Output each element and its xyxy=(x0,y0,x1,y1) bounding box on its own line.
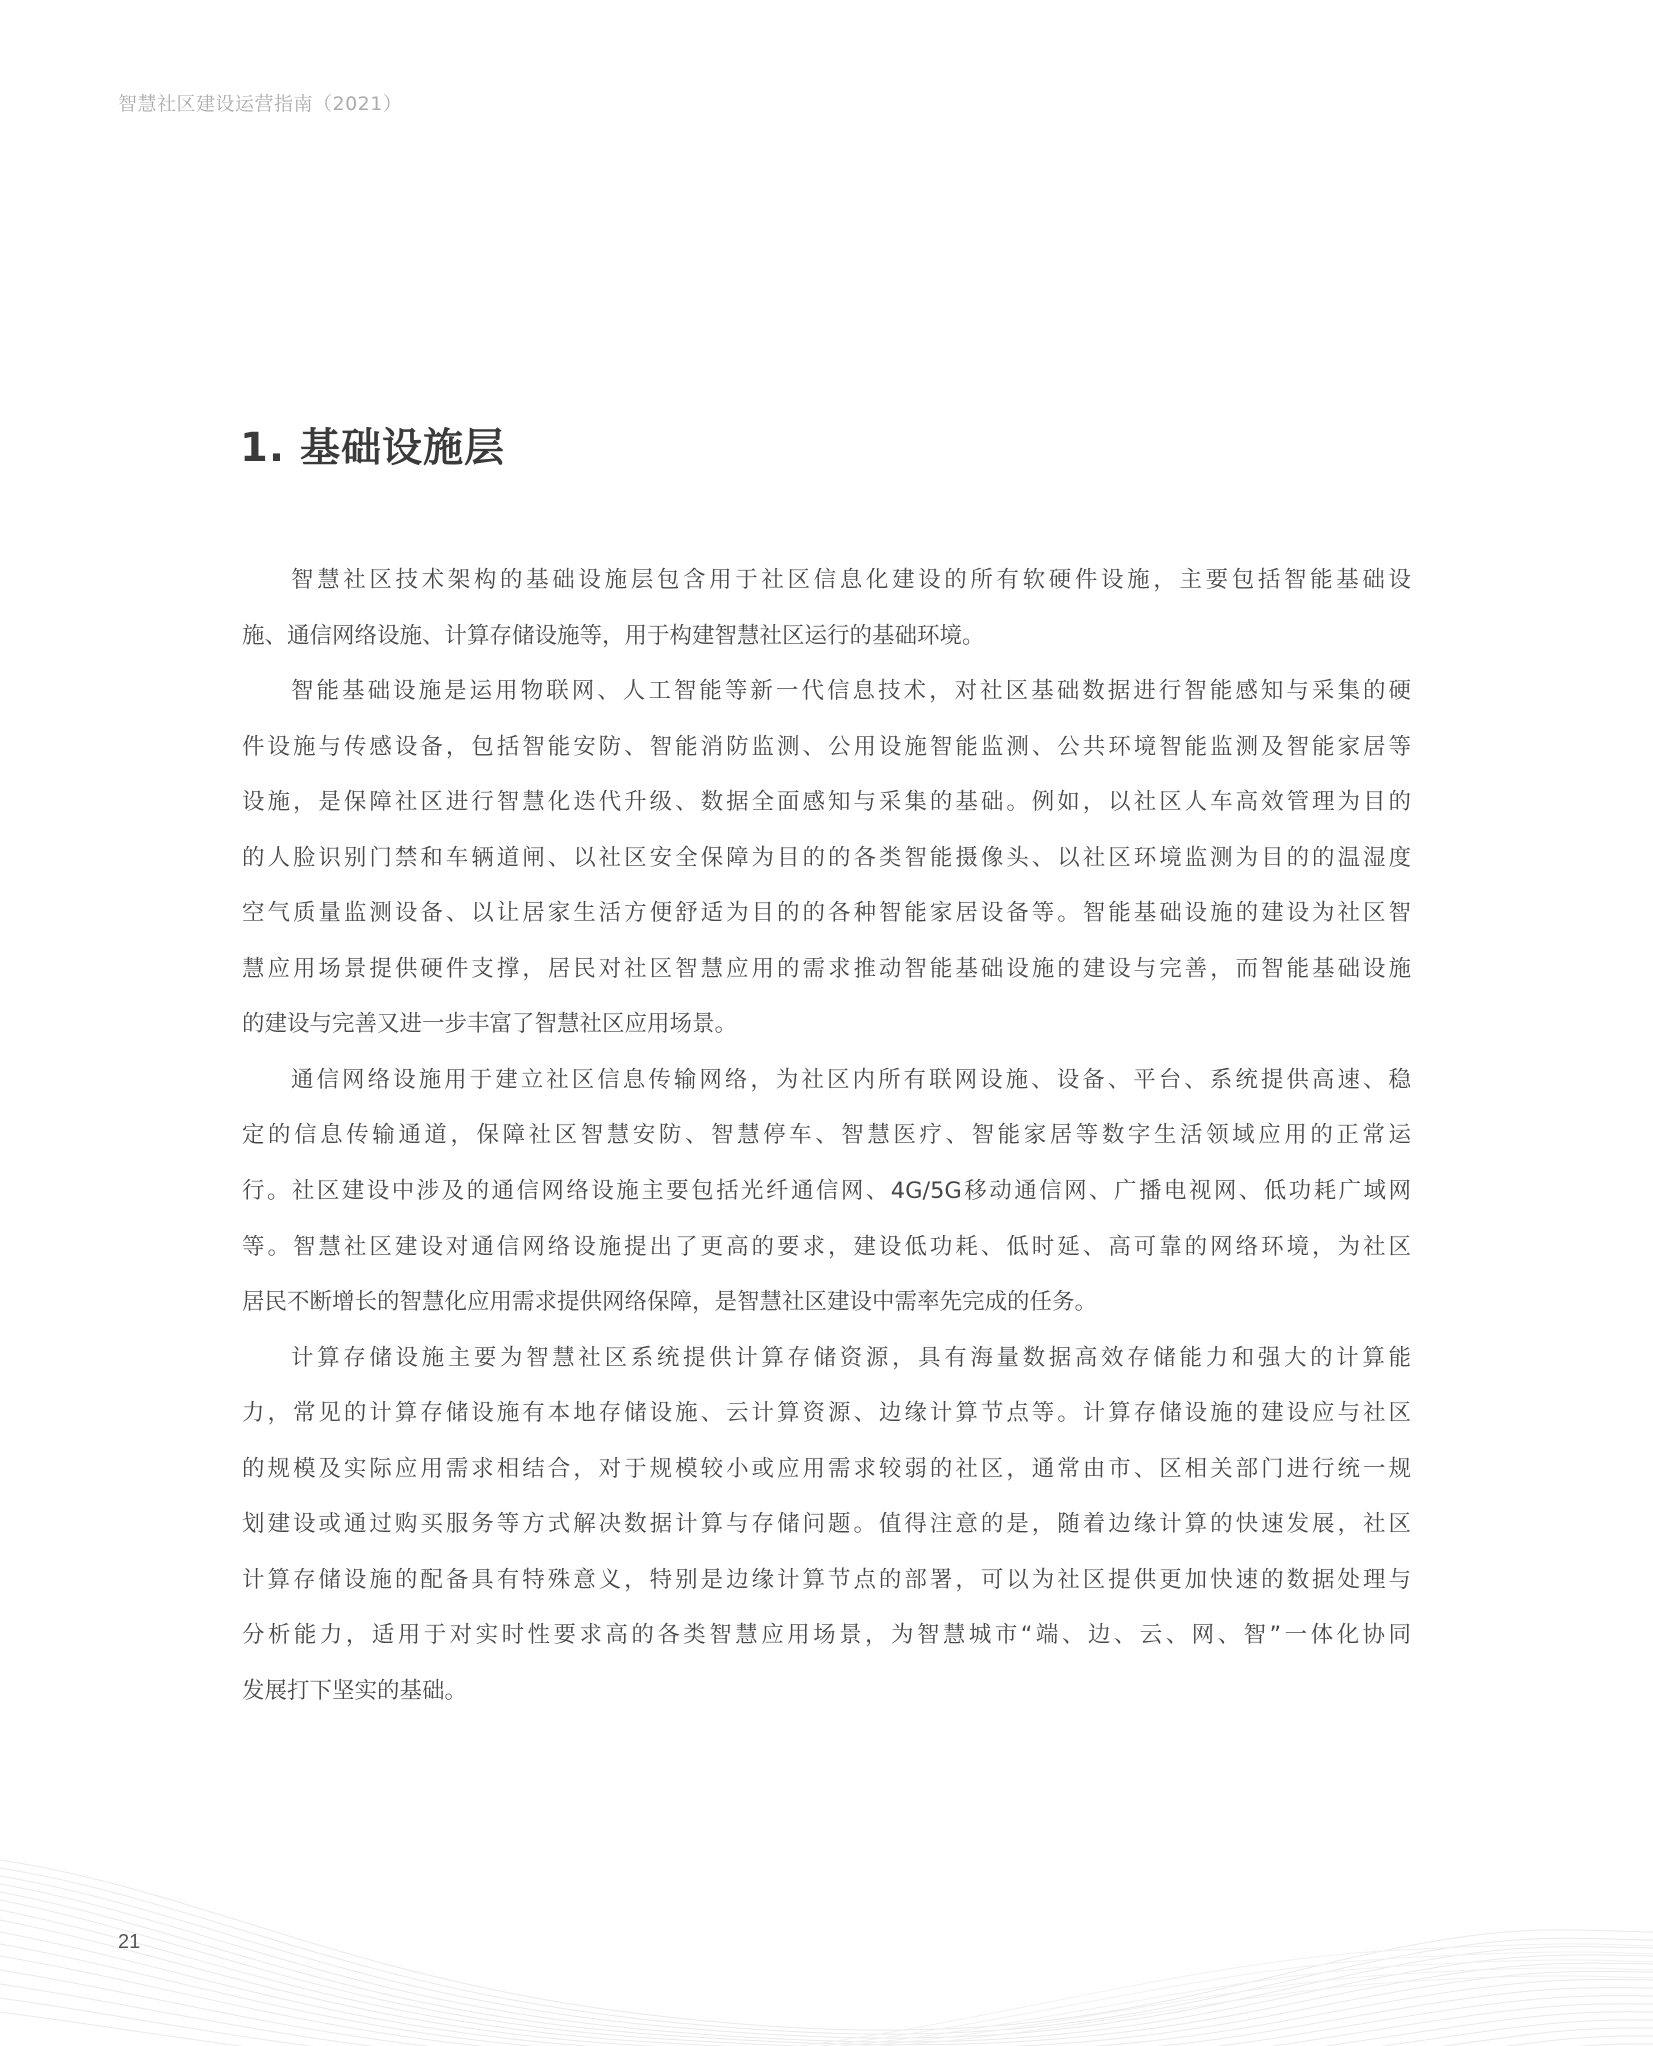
paragraph-infrastructure-overview xyxy=(242,553,1411,664)
text-line: 居民不断增长的智慧化应用需求提供网络保障，是智慧社区建设中需率先完成的任务。 xyxy=(242,1289,1098,1316)
text-line: 设施，是保障社区进行智慧化迭代升级、数据全面感知与采集的基础。例如，以社区人车高效管理为目的 xyxy=(242,789,1411,816)
text-line: 空气质量监测设备、以让居家生活方便舒适为目的的各种智能家居设备等。智能基础设施的建设为社区智 xyxy=(242,900,1411,927)
text-line: 力，常见的计算存储设施有本地存储设施、云计算资源、边缘计算节点等。计算存储设施的建设应与社区 xyxy=(242,1400,1411,1427)
text-line: 计算存储设施的配备具有特殊意义，特别是边缘计算节点的部署，可以为社区提供更加快速的数据处理与 xyxy=(242,1566,1411,1593)
text-line: 慧应用场景提供硬件支撑，居民对社区智慧应用的需求推动智能基础设施的建设与完善，而智能基础设施 xyxy=(242,955,1411,982)
text-line: 智能基础设施是运用物联网、人工智能等新一代信息技术，对社区基础数据进行智能感知与采集的硬 xyxy=(291,678,1411,705)
text-line: 划建设或通过购买服务等方式解决数据计算与存储问题。值得注意的是，随着边缘计算的快速发展，社区 xyxy=(242,1511,1411,1538)
text-line: 的人脸识别门禁和车辆道闸、以社区安全保障为目的的各类智能摄像头、以社区环境监测为目的的温湿度 xyxy=(242,844,1411,871)
text-line: 施、通信网络设施、计算存储设施等，用于构建智慧社区运行的基础环境。 xyxy=(242,622,985,649)
paragraph-smart-infrastructure xyxy=(242,664,1411,1053)
running-header: 智慧社区建设运营指南（2021） xyxy=(118,93,403,115)
text-line: 智慧社区技术架构的基础设施层包含用于社区信息化建设的所有软硬件设施，主要包括智能基础设 xyxy=(291,567,1411,593)
text-line: 发展打下坚实的基础。 xyxy=(242,1677,468,1704)
paragraph-compute-storage xyxy=(242,1331,1411,1720)
text-line: 通信网络设施用于建立社区信息传输网络，为社区内所有联网设施、设备、平台、系统提供高速、稳 xyxy=(291,1066,1411,1093)
decorative-wave-background xyxy=(0,1820,1653,2046)
text-line: 定的信息传输通道，保障社区智慧安防、智慧停车、智慧医疗、智能家居等数字生活领域应用的正常运 xyxy=(242,1122,1411,1149)
text-line: 行。社区建设中涉及的通信网络设施主要包括光纤通信网、4G/5G移动通信网、广播电视网、低功耗广域网 xyxy=(242,1178,1411,1205)
text-line: 的建设与完善又进一步丰富了智慧社区应用场景。 xyxy=(242,1011,738,1038)
paragraph-communication-network xyxy=(242,1053,1411,1331)
text-line: 分析能力，适用于对实时性要求高的各类智慧应用场景，为智慧城市“端、边、云、网、智”一体化协同 xyxy=(242,1622,1411,1649)
text-line: 件设施与传感设备，包括智能安防、智能消防监测、公用设施智能监测、公共环境智能监测及智能家居等 xyxy=(242,733,1411,760)
text-line: 计算存储设施主要为智慧社区系统提供计算存储资源，具有海量数据高效存储能力和强大的计算能 xyxy=(291,1344,1411,1371)
page-number: 21 xyxy=(118,1931,141,1953)
body-text xyxy=(242,553,1411,1719)
section-title: 1. 基础设施层 xyxy=(240,425,505,471)
text-line: 等。智慧社区建设对通信网络设施提出了更高的要求，建设低功耗、低时延、高可靠的网络环境，为社区 xyxy=(242,1233,1411,1260)
text-line: 的规模及实际应用需求相结合，对于规模较小或应用需求较弱的社区，通常由市、区相关部门进行统一规 xyxy=(242,1455,1411,1482)
